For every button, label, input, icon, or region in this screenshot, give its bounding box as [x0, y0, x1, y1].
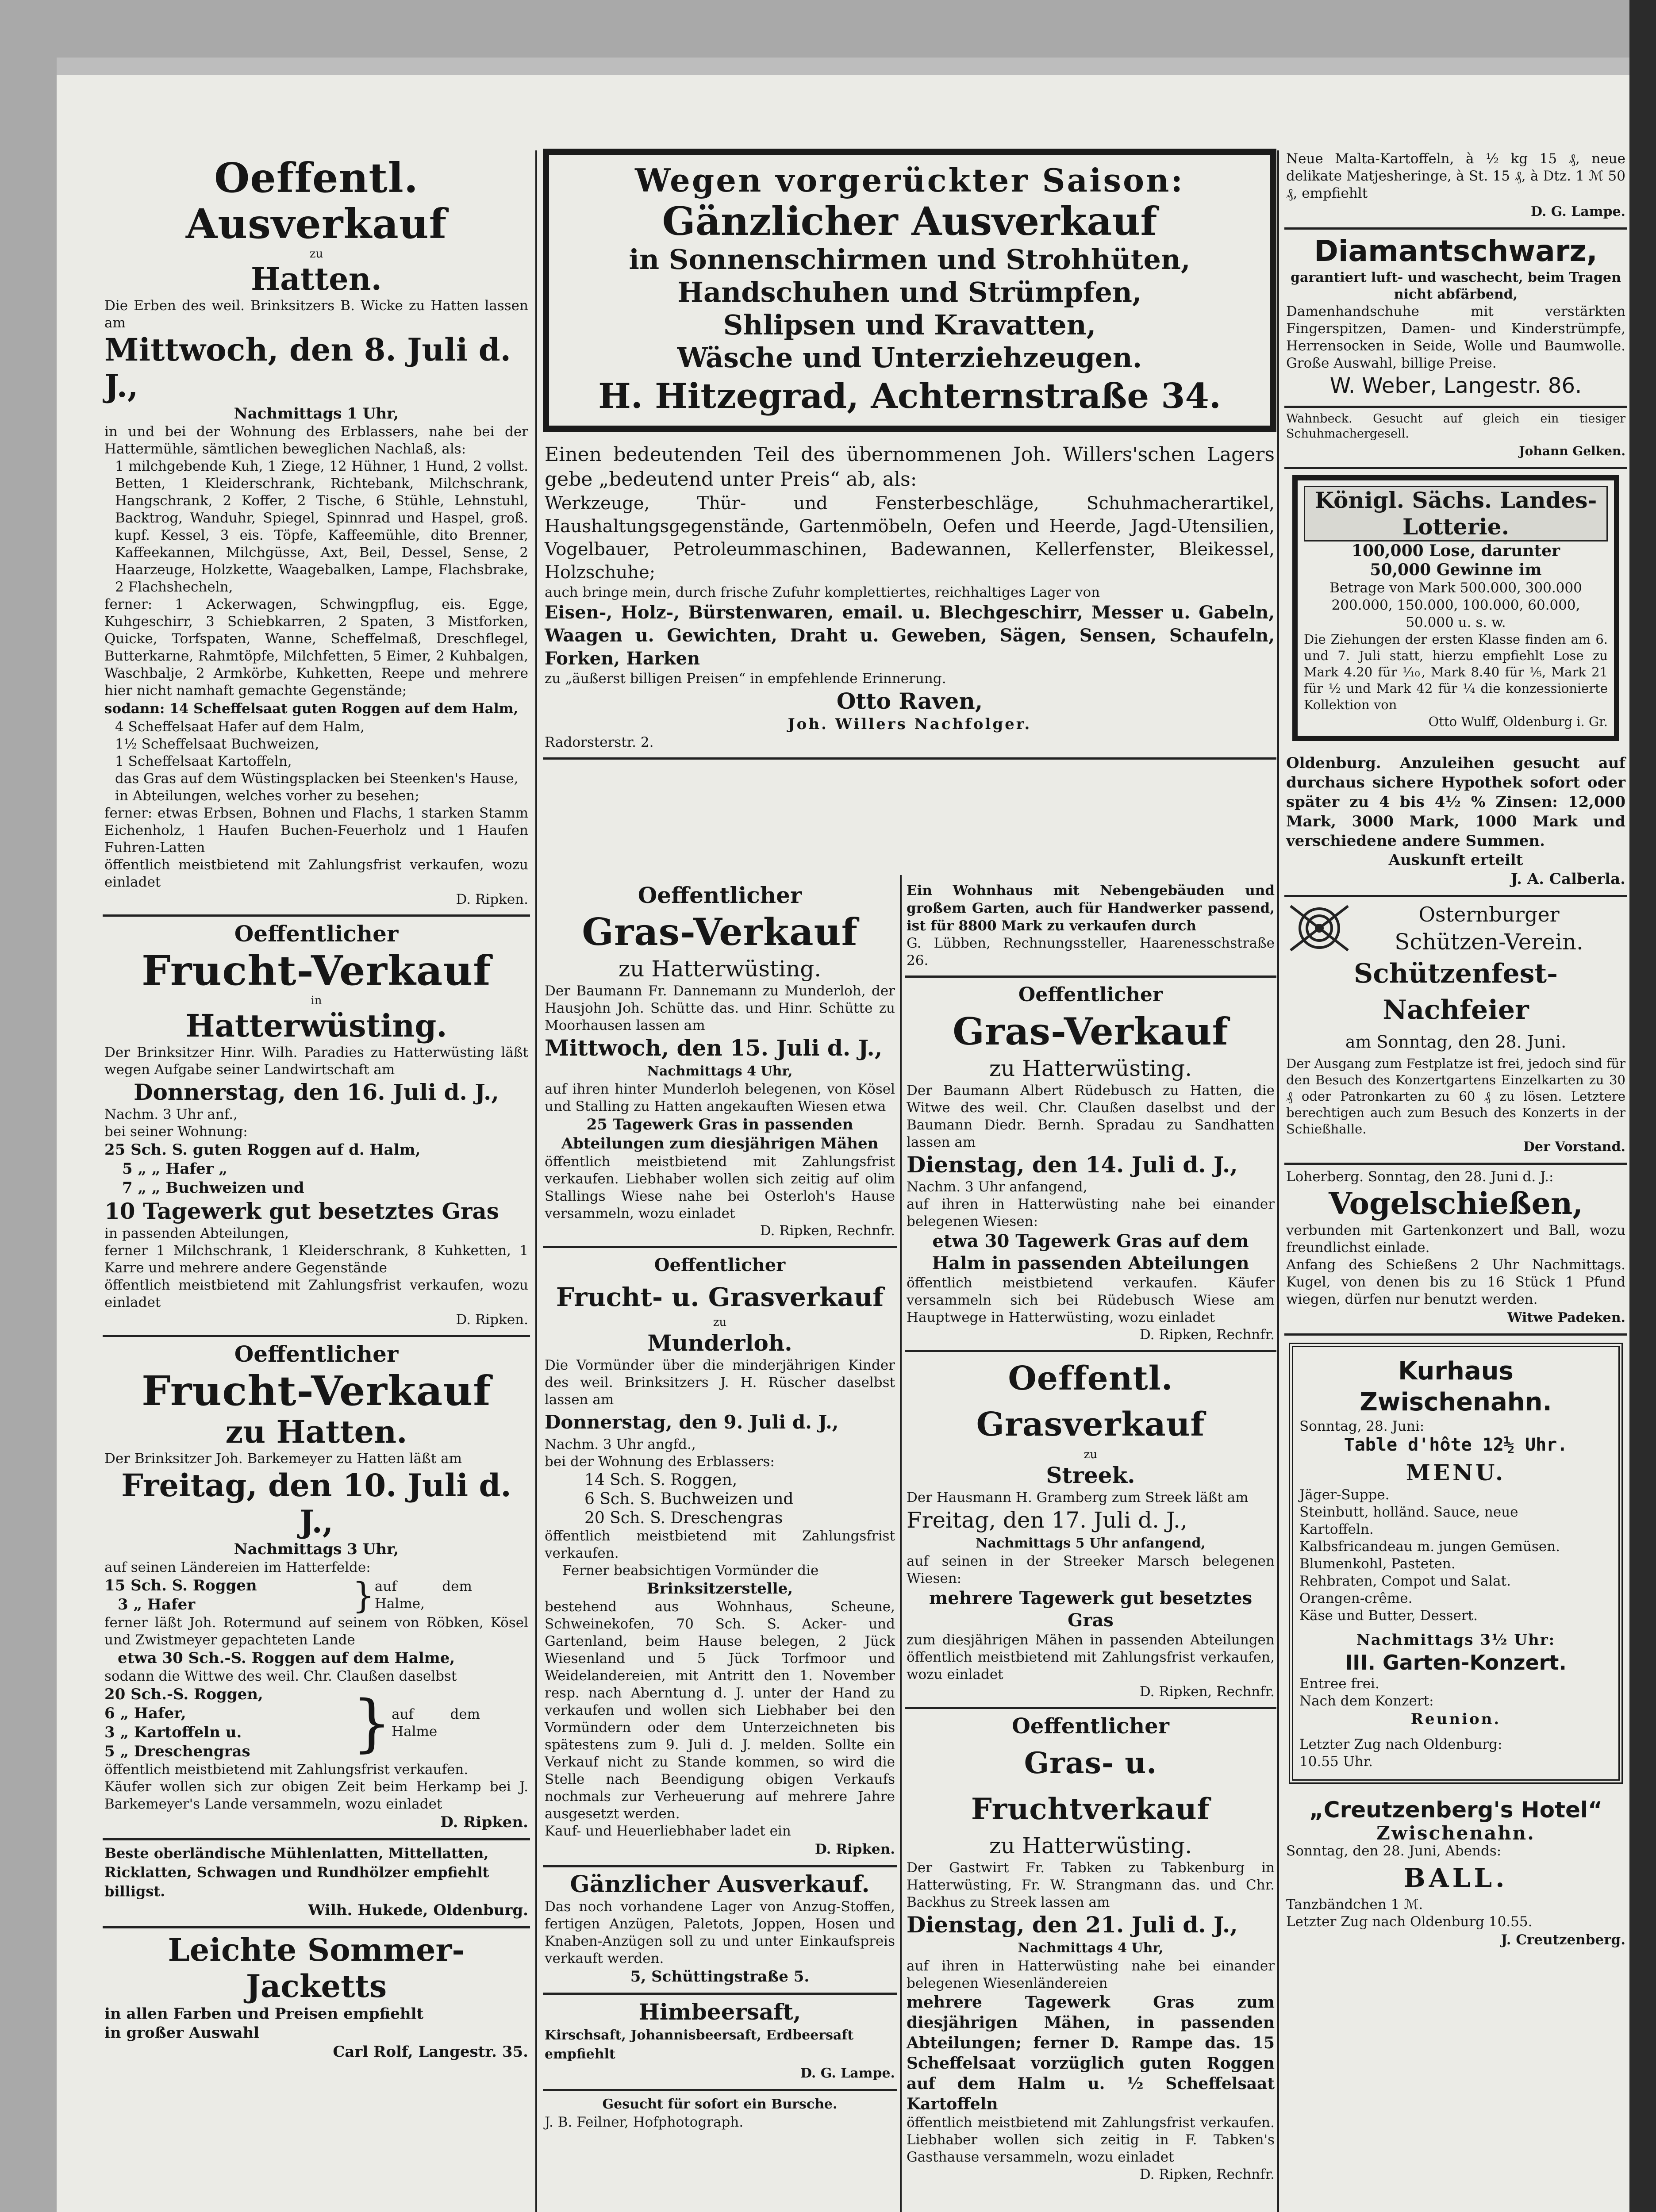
lottery-header: Königl. Sächs. Landes-Lotterie. — [1304, 486, 1608, 541]
ad-date: am Sonntag, den 28. Juni. — [1345, 1032, 1567, 1052]
ad-text: Der Gastwirt Fr. Tabken zu Tabkenburg in Hatterwüsting, Fr. W. Strangmann das. und Chr. Backhus zu Streek lassen am — [907, 1860, 1275, 1910]
column-middle-top — [543, 71, 1276, 885]
ad-item: 25 Sch. S. guten Roggen auf d. Halm, — [104, 1141, 421, 1159]
ad-time: Nachmittags 4 Uhr, — [647, 1064, 793, 1079]
ad-text: ferner: etwas Erbsen, Bohnen und Flachs, 1 starken Stamm Eichenholz, 1 Haufen Buchen-Feuerholz und 1 Haufen Fuhren-Latten — [104, 805, 528, 856]
ad-text: in passenden Abteilungen, — [104, 1225, 289, 1241]
ad-items — [104, 1685, 352, 1761]
ad-text: in und bei der Wohnung des Erblassers, nahe bei der Hattermühle, sämtlichen beweglichen Nachlaß, als: — [104, 424, 528, 457]
ad-anleihe-oldenburg — [1284, 750, 1627, 897]
ad-pretitle: Schützen-Verein. — [1395, 929, 1583, 955]
ad-text: Anfang des Schießens 2 Uhr Nachmittags. Kugel, von denen bis zu 16 Stück 1 Pfund wiegen, dürfen nur benutzt werden. — [1286, 1257, 1625, 1307]
ad-date: Freitag, den 10. Juli d. J., — [121, 1467, 511, 1540]
ad-box-title: Gänzlicher Ausverkauf — [662, 198, 1157, 244]
ad-text: öffentlich meistbietend mit Zahlungsfrist verkaufen, wozu einladet — [104, 1277, 528, 1310]
ad-gras-fruchtverkauf-hatterwuesting — [905, 1709, 1276, 2189]
ad-item: 3 „ Kartoffeln u. — [104, 1724, 242, 1741]
ad-highlight: Reunion. — [1410, 1710, 1501, 1728]
ad-frucht-verkauf-hatten — [103, 1337, 530, 1840]
ad-header-with-emblem — [1286, 901, 1625, 956]
ad-highlight: etwa 30 Tagewerk Gras auf dem Halm in passenden Abteilungen — [932, 1231, 1249, 1274]
ad-text: zu — [1084, 1448, 1098, 1461]
ad-signature: D. Ripken, Rechnfr. — [1139, 2166, 1275, 2182]
ad-time: Nachmittags 5 Uhr anfangend, — [976, 1536, 1206, 1551]
ad-text: zu — [309, 247, 323, 261]
ad-text: zum diesjährigen Mähen in passenden Abteilungen öffentlich meistbietend mit Zahlungsfrist verkaufen, wozu einladet — [907, 1632, 1275, 1682]
ad-text: verbunden mit Gartenkonzert und Ball, wozu freundlichst einlade. — [1286, 1222, 1625, 1256]
ad-signature: D. Ripken, Rechnfr. — [760, 1223, 895, 1239]
ad-item: 15 Sch. S. Roggen — [104, 1577, 257, 1594]
ad-place: Munderloh. — [647, 1330, 792, 1356]
ad-signature: W. Weber, Langestr. 86. — [1329, 373, 1582, 398]
ad-highlight: 25 Tagewerk Gras in passenden Abteilungen zum diesjährigen Mähen — [561, 1116, 879, 1152]
ad-text: zu „äußerst billigen Preisen“ in empfehlende Erinnerung. — [545, 671, 946, 687]
ad-title: Gras-Verkauf — [953, 1010, 1229, 1053]
ad-date: Freitag, den 17. Juli d. J., — [907, 1507, 1187, 1533]
ad-date: Donnerstag, den 9. Juli d. J., — [545, 1411, 839, 1433]
ad-place: Zwischenahn. — [1376, 1822, 1535, 1844]
ad-item: 6 Sch. S. Buchweizen und — [584, 1490, 794, 1508]
ad-box-line: Wegen vorgerückter Saison: — [635, 161, 1184, 199]
ad-text: ferner 1 Milchschrank, 1 Kleiderschrank, 8 Kuhketten, 1 Karre und mehrere andere Gegenstände — [104, 1243, 528, 1276]
ad-text: Der Baumann Fr. Dannemann zu Munderloh, der Hausjohn Joh. Schütte das. und Hinr. Schütte zu Moorhausen lassen am — [545, 983, 895, 1033]
shooting-target-icon — [1286, 902, 1352, 955]
ad-time: Nachmittags 1 Uhr, — [234, 405, 399, 422]
ad-signature: D. G. Lampe. — [1530, 204, 1625, 219]
ad-text: Die Ziehungen der ersten Klasse finden am 6. und 7. Juli statt, hierzu empfiehlt Lose zu Mark 4.20 für ⅒, Mark 8.40 für ⅕, Mark 21 für ½ und Mark 42 für ¼ die konzessionierte Kollektion von — [1304, 632, 1608, 712]
ad-pretitle: Oeffentlicher — [234, 921, 399, 947]
ad-date: Dienstag, den 14. Juli d. J., — [907, 1152, 1238, 1178]
ad-title: Oeffentl. Ausverkauf — [185, 154, 447, 248]
ad-himbeersaft — [543, 1995, 897, 2091]
ad-title: Gras- u. Fruchtverkauf — [971, 1746, 1210, 1826]
ad-text: sodann: 14 Scheffelsaat guten Roggen auf dem Halm, — [104, 701, 519, 717]
menu-item: Käse und Butter, Dessert. — [1299, 1608, 1478, 1624]
ad-signature-sub: Joh. Willers Nachfolger. — [788, 715, 1032, 733]
column-rule — [535, 150, 537, 2212]
ad-item: 20 Sch.-S. Roggen, — [104, 1686, 263, 1703]
ad-text: Kirschsaft, Johannisbeersaft, Erdbeersaft empfiehlt — [545, 2028, 854, 2062]
ad-text: öffentlich meistbietend mit Zahlungsfrist verkaufen. — [545, 1528, 895, 1561]
ad-text: 1 milchgebende Kuh, 1 Ziege, 12 Hühner, 1 Hund, 2 vollst. Betten, 1 Kleiderschrank, Richtebank, Milchschrank, Hangschrank, 2 Koffer, 2 Tische, 6 Stühle, Lehnstuhl, Backtrog, Wanduhr, Spiegel, Spinnrad und Haspel, groß. kupf. Kessel, 3 eis. Töpfe, Kaffeemühle, dito Brenner, Kaffeekannen, Milchgüsse, Axt, Beil, Dessel, Sense, 2 Haarzeuge, Holzkette, Waagebalken, Lampe, Flachsbrake, 2 Flachshecheln, — [115, 458, 528, 595]
ad-signature: J. A. Calberla. — [1510, 870, 1625, 888]
ad-pretitle: Oeffentlicher — [1018, 983, 1163, 1006]
ad-braced-list — [104, 1576, 528, 1614]
menu-list — [1299, 1486, 1612, 1624]
ad-header-text — [1352, 901, 1625, 956]
ad-signature: J. B. Feilner, Hofphotograph. — [545, 2114, 744, 2130]
ad-place: Hatten. — [251, 261, 382, 297]
ad-text: auf ihren in Hatterwüsting nahe bei einander belegenen Wiesenländereien — [907, 1958, 1275, 1991]
list-item: das Gras auf dem Wüstingsplacken bei Steenken's Hause, in Abteilungen, welches vorher zu besehen; — [115, 771, 519, 804]
list-item: 4 Scheffelsaat Hafer auf dem Halm, — [115, 719, 365, 735]
ad-title: Vogelschießen, — [1329, 1186, 1583, 1221]
ad-pretitle: Oeffentlicher — [1012, 1714, 1169, 1739]
menu-heading: MENU. — [1406, 1459, 1506, 1486]
ad-text: öffentlich meistbietend mit Zahlungsfrist verkaufen. Liebhaber wollen sich zeitig auf olim Stallings Wiese nahe bei Osterloh's Hause versammeln, wozu einladet — [545, 1154, 895, 1221]
ad-text: öffentlich meistbietend mit Zahlungsfrist verkaufen, wozu einladet — [104, 857, 528, 890]
ad-diamantschwarz — [1284, 230, 1627, 408]
ad-text: Oldenburg. Anzuleihen gesucht auf durchaus sichere Hypothek sofort oder später zu 4 bis 4½ % Zinsen: 12,000 Mark, 3000 Mark, 1000 Mark und verschiedene andere Summen. — [1286, 754, 1625, 850]
ad-text: garantiert luft- und waschecht, beim Tragen nicht abfärbend, — [1291, 270, 1621, 302]
ad-title: Schützenfest-Nachfeier — [1353, 958, 1558, 1025]
brace-glyph: } — [352, 1687, 392, 1759]
ad-box-haenzlicher-ausverkauf — [543, 149, 1276, 432]
ad-text: Käufer wollen sich zur obigen Zeit beim Herkamp bei J. Barkemeyer's Lande versammeln, wozu einladet — [104, 1779, 528, 1812]
ad-address: Radorsterstr. 2. — [545, 734, 654, 750]
ad-signature: J. Creutzenberg. — [1501, 1932, 1625, 1948]
ad-text: öffentlich meistbietend verkaufen. Käufer versammeln sich bei Rüdebusch Wiese am Hauptwege in Hatterwüsting, wozu einladet — [907, 1275, 1275, 1325]
ad-item: etwa 30 Sch.-S. Roggen auf dem Halme, — [118, 1649, 455, 1667]
column-right — [1284, 71, 1627, 2212]
ad-title: Frucht-Verkauf — [142, 1367, 491, 1415]
ad-text: Sonntag, 28. Juni: — [1299, 1418, 1425, 1434]
ad-pretitle: Oeffentlicher — [654, 1255, 786, 1275]
ad-text: Betrage von Mark 500.000, 300.000 — [1329, 580, 1582, 596]
menu-item: Rehbraten, Compot und Salat. — [1299, 1573, 1511, 1589]
ad-title: „Creutzenberg's Hotel“ — [1309, 1797, 1602, 1823]
ad-text: Nach dem Konzert: — [1299, 1693, 1434, 1709]
brace-glyph: } — [352, 1575, 375, 1616]
menu-item: Orangen-crême. — [1299, 1590, 1413, 1606]
ad-text: auf ihren hinter Munderloh belegenen, von Kösel und Stalling zu Hatten angekauften Wiesen etwa — [545, 1081, 895, 1114]
ad-title: Gänzlicher Ausverkauf. — [570, 1871, 870, 1898]
ad-text: Wahnbeck. Gesucht auf gleich ein tiesiger Schuhmachergesell. — [1286, 412, 1625, 441]
ad-text: zu — [713, 1316, 727, 1329]
ad-text: öffentlich meistbietend mit Zahlungsfrist verkaufen. Liebhaber wollen sich zeitig in F. Tabken's Gasthause versammeln, wozu einladet — [907, 2115, 1275, 2165]
ad-signature: Der Vorstand. — [1523, 1139, 1625, 1155]
ad-signature: Carl Rolf, Langestr. 35. — [333, 2043, 528, 2061]
ad-text: Die Erben des weil. Brinksitzers B. Wicke zu Hatten lassen am — [104, 298, 528, 331]
ad-box-signature: H. Hitzegrad, Achternstraße 34. — [598, 376, 1221, 416]
ad-text: Der Baumann Albert Rüdebusch zu Hatten, die Witwe des weil. Chr. Claußen daselbst und der Baumann Diedr. Bernh. Spradau zu Sandhatten lassen am — [907, 1083, 1275, 1150]
ad-schuetzen-verein — [1284, 897, 1627, 1165]
list-item: 1 Scheffelsaat Kartoffeln, — [115, 753, 292, 769]
ad-box-line: in Sonnenschirmen und Strohhüten, — [629, 243, 1191, 276]
ad-place: zu Hatterwüsting. — [989, 1056, 1192, 1081]
column-rule — [1277, 150, 1279, 2212]
menu-item: Steinbutt, holländ. Sauce, neue — [1299, 1504, 1518, 1520]
ad-pretitle: Osternburger — [1418, 902, 1560, 926]
ad-text: ferner: 1 Ackerwagen, Schwingpflug, eis. Egge, Kuhgeschirr, 3 Schiebkarren, 2 Spaten, 3 Mistforken, Quicke, Torfspaten, Wanne, Scheffelmaß, Dreschflegel, Butterkarne, Rahmtöpfe, Milchfetten, 5 Eimer, 2 Kuhbalgen, Waschbalje, 2 Armkörbe, Kuhketten, Reepe und mehrere hier nicht namhaft gemachte Gegenstände; — [104, 596, 528, 699]
ad-malta-kartoffeln — [1284, 71, 1627, 230]
ad-pretitle: Oeffentlicher — [638, 882, 802, 908]
ad-text: Einen bedeutenden Teil des übernommenen Joh. Willers'schen Lagers gebe „bedeutend unter Preis“ ab, als: — [545, 443, 1275, 491]
ad-text: sodann die Wittwe des weil. Chr. Claußen daselbst — [104, 1668, 457, 1684]
ad-text: auf seinen Ländereien im Hatterfelde: — [104, 1559, 371, 1575]
ad-text: Auskunft erteilt — [1388, 851, 1523, 869]
ad-signature: Otto Raven, — [836, 688, 983, 714]
ad-text: Ein Wohnhaus mit Nebengebäuden und großem Garten, auch für Handwerker passend, ist für 8800 Mark zu verkaufen durch — [907, 883, 1275, 934]
ad-signature: D. Ripken. — [456, 891, 528, 907]
ad-highlight: Brinksitzerstelle, — [646, 1580, 793, 1598]
ad-signature: D. Ripken, Rechnfr. — [1139, 1327, 1275, 1343]
ad-text: Kauf- und Heuerliebhaber ladet ein — [545, 1823, 791, 1839]
ad-text: auf seinen in der Streeker Marsch belegenen Wiesen: — [907, 1553, 1275, 1586]
ad-box-line: Shlipsen und Kravatten, — [723, 309, 1096, 341]
ad-text: Ferner beabsichtigen Vormünder die — [562, 1563, 819, 1578]
ad-text: Der Brinksitzer Joh. Barkemeyer zu Hatten läßt am — [104, 1451, 462, 1467]
ad-signature: D. Ripken. — [456, 1312, 528, 1328]
ad-date: Mittwoch, den 8. Juli d. J., — [104, 331, 511, 404]
ad-title: Kurhaus Zwischenahn. — [1360, 1357, 1552, 1417]
list-item: 1½ Scheffelsaat Buchweizen, — [115, 736, 319, 752]
ad-time: Nachmittags 4 Uhr, — [1018, 1940, 1164, 1956]
ad-grasverkauf-streek — [905, 1352, 1276, 1709]
ad-item: 5 „ „ Hafer „ — [122, 1160, 227, 1178]
column-rule — [900, 875, 902, 2212]
ad-text: auch bringe mein, durch frische Zufuhr komplettiertes, reichhaltiges Lager von — [545, 584, 1100, 600]
ad-item: 7 „ „ Buchweizen und — [122, 1179, 304, 1197]
column-left — [103, 71, 530, 2212]
ad-date: Dienstag, den 21. Juli d. J., — [907, 1912, 1238, 1938]
ad-gaenzlicher-ausverkauf-schuettingstrasse — [543, 1867, 897, 1995]
menu-item: Kartoffeln. — [1299, 1521, 1374, 1537]
ad-title: Himbeersaft, — [638, 1999, 801, 2025]
ad-otto-raven — [543, 439, 1276, 760]
ad-signature: D. Ripken, Rechnfr. — [1139, 1684, 1275, 1700]
ad-text: Eisen-, Holz-, Bürstenwaren, email. u. Blechgeschirr, Messer u. Gabeln, Waagen u. Gewichten, Draht u. Geweben, Sägen, Sensen, Schaufeln, Forken, Harken — [545, 602, 1275, 669]
ad-item: 20 Sch. S. Dreschengras — [584, 1509, 783, 1527]
ad-text: 10.55 Uhr. — [1299, 1754, 1373, 1770]
ad-bursche-gesucht — [543, 2091, 897, 2137]
ad-text: ferner läßt Joh. Rotermund auf seinem von Röbken, Kösel und Zwistmeyer gepachteten Lande — [104, 1615, 528, 1648]
ad-item: 10 Tagewerk gut besetztes Gras — [104, 1198, 499, 1224]
ad-items — [104, 1576, 352, 1614]
ad-signature: Witwe Padeken. — [1507, 1310, 1625, 1325]
ad-text: auf dem Halme, — [374, 1578, 472, 1612]
ad-landes-lotterie — [1292, 475, 1619, 741]
ad-signature: G. Lübben, Rechnungssteller, Haarenesschstraße 26. — [907, 935, 1275, 968]
ad-creutzenbergs-hotel — [1284, 1793, 1627, 1956]
ad-time: Nachm. 3 Uhr anfangend, — [907, 1179, 1087, 1195]
ad-text: Letzter Zug nach Oldenburg 10.55. — [1286, 1914, 1533, 1930]
ad-highlight: BALL. — [1403, 1863, 1508, 1893]
ad-signature: D. G. Lampe. — [800, 2066, 895, 2081]
ad-item: 6 „ Hafer, — [104, 1705, 186, 1722]
ad-place: zu Hatten. — [225, 1413, 407, 1450]
ad-item: 5 „ Dreschengras — [104, 1743, 250, 1760]
ad-place: zu Hatterwüsting. — [618, 956, 822, 982]
ad-place: Streek. — [1046, 1462, 1135, 1488]
ad-text: Tanzbändchen 1 ℳ. — [1286, 1897, 1423, 1912]
ad-title: Diamantschwarz, — [1314, 234, 1598, 268]
ad-place: zu Hatterwüsting. — [989, 1833, 1192, 1859]
ad-text: 200.000, 150.000, 100.000, 60.000, — [1331, 597, 1580, 613]
ad-highlight: III. Garten-Konzert. — [1345, 1651, 1567, 1674]
ad-time: Nachm. 3 Uhr angfd., — [545, 1436, 696, 1452]
ad-text: 100,000 Lose, darunter — [1351, 541, 1560, 560]
ad-gras-verkauf-munderloh — [543, 878, 897, 1248]
ad-text: bei der Wohnung des Erblassers: — [545, 1454, 775, 1470]
ad-title: Gras-Verkauf — [582, 910, 858, 954]
spacer — [543, 71, 1276, 146]
ad-wohnhaus — [905, 878, 1276, 978]
ad-pretitle: Oeffentlicher — [234, 1341, 399, 1367]
ad-frucht-grasverkauf-munderloh — [543, 1248, 897, 1867]
ad-sommer-jacketts — [103, 1928, 530, 2068]
ad-text: in allen Farben und Preisen empfiehlt — [104, 2005, 424, 2023]
ad-signature: D. Ripken. — [440, 1813, 528, 1831]
ad-text: Beste oberländische Mühlenlatten, Mittellatten, Ricklatten, Schwagen und Rundhölzer empfiehlt billigst. — [104, 1845, 489, 1900]
ad-text: Sonntag, den 28. Juni, Abends: — [1286, 1843, 1502, 1859]
ad-text: Nachmittags 3½ Uhr: — [1356, 1631, 1556, 1649]
column-middle-left — [543, 878, 897, 2212]
page-binding-edge — [1629, 0, 1656, 2212]
ad-place: Hatterwüsting. — [185, 1007, 447, 1044]
ad-gras-verkauf-hatterwuesting — [905, 978, 1276, 1352]
ad-signature: Wilh. Hukede, Oldenburg. — [308, 1901, 528, 1919]
column-middle-right — [905, 878, 1276, 2212]
ad-title: Frucht-Verkauf — [142, 947, 491, 995]
ad-time: Nachm. 3 Uhr anf., — [104, 1106, 238, 1122]
ad-signature: Otto Wulff, Oldenburg i. Gr. — [1428, 714, 1608, 729]
ad-frucht-verkauf-hatterwuesting — [103, 917, 530, 1337]
ad-item: 14 Sch. S. Roggen, — [584, 1471, 738, 1489]
ad-signature: D. Ripken. — [815, 1841, 895, 1857]
ad-text: 50.000 u. s. w. — [1406, 614, 1506, 630]
ad-text: auf dem Halme — [392, 1706, 480, 1740]
ad-ausverkauf-hatten — [103, 71, 530, 917]
ad-box-line: Wäsche und Unterziehzeugen. — [677, 342, 1142, 374]
ad-text: bestehend aus Wohnhaus, Scheune, Schweinekofen, 70 Sch. S. Acker- und Gartenland, beim Hause belegen, 2 Jück Wiesenland und 5 Jück Torfmoor und Weidelandereien, mit Antritt den 1. November resp. nach Aberntung d. J. unter der Hand zu verkaufen und wollen sich Liebhaber bei den Vormündern oder dem Unterzeichneten bis spätestens zum 9. Juli d. J. melden. Sollte ein Verkauf nicht zu Stande kommen, so wird die Stelle nach Beendigung obigen Verkaufs nochmals zur Verheuerung auf mehrere Jahre ausgesetzt werden. — [545, 1599, 895, 1822]
ad-text: Neue Malta-Kartoffeln, à ½ kg 15 ₰, neue delikate Matjesheringe, à St. 15 ₰, à Dtz. 1 ℳ 50 ₰, empfiehlt — [1286, 151, 1625, 201]
ad-date: Mittwoch, den 15. Juli d. J., — [545, 1035, 883, 1061]
ad-text: 50,000 Gewinne im — [1370, 561, 1542, 579]
ad-list — [104, 718, 528, 805]
ad-muehlenlatten — [103, 1840, 530, 1928]
ad-text: Entree frei. — [1299, 1676, 1379, 1692]
ad-text: Das noch vorhandene Lager von Anzug-Stoffen, fertigen Anzügen, Paletots, Joppen, Hosen und Knaben-Anzügen soll zu und unter Einkaufspreis verkauft werden. — [545, 1899, 895, 1966]
ad-title: Oeffentl. Grasverkauf — [976, 1359, 1205, 1444]
ad-braced-list — [104, 1685, 528, 1761]
ad-signature: Johann Gelken. — [1519, 444, 1625, 458]
ad-text: Loherberg. Sonntag, den 28. Juni d. J.: — [1286, 1169, 1554, 1185]
ad-highlight: mehrere Tagewerk Gras zum diesjährigen Mähen, in passenden Abteilungen; ferner D. Rampe das. 15 Scheffelsaat vorzüglich guten Roggen auf dem Halm u. ½ Scheffelsaat Kartoffeln — [907, 1993, 1275, 2113]
ad-text: Der Hausmann H. Gramberg zum Streek läßt am — [907, 1490, 1249, 1505]
ad-wahnbeck — [1284, 408, 1627, 469]
ad-text: Der Brinksitzer Hinr. Wilh. Paradies zu Hatterwüsting läßt wegen Aufgabe seiner Landwirtschaft am — [104, 1045, 528, 1078]
ad-text: bei seiner Wohnung: — [104, 1124, 248, 1140]
ad-text: auf ihren in Hatterwüsting nahe bei einander belegenen Wiesen: — [907, 1196, 1275, 1229]
ad-text: Werkzeuge, Thür- und Fensterbeschläge, Schuhmacherartikel, Haushaltungsgegenstände, Gartenmöbeln, Oefen und Heerde, Jagd-Utensilien, Vogelbauer, Petroleummaschinen, Badewannen, Kellerfenster, Bleikessel, Holzschuhe; — [545, 493, 1275, 583]
ad-text: Damenhandschuhe mit verstärkten Fingerspitzen, Damen- und Kinderstrümpfe, Herrensocken in Seide, Wolle und Baumwolle. Große Auswahl, billige Preise. — [1286, 303, 1625, 371]
ad-highlight: mehrere Tagewerk gut besetztes Gras — [929, 1588, 1253, 1631]
ad-title: Frucht- u. Grasverkauf — [556, 1282, 884, 1312]
ad-vogelschiessen — [1284, 1165, 1627, 1336]
menu-item: Jäger-Suppe. — [1299, 1487, 1390, 1503]
ad-text: in großer Auswahl — [104, 2024, 260, 2042]
ad-box-line: Handschuhen und Strümpfen, — [677, 276, 1142, 308]
ad-text: in — [311, 994, 322, 1007]
ad-date: Donnerstag, den 16. Juli d. J., — [134, 1079, 499, 1105]
ad-text: Der Ausgang zum Festplatze ist frei, jedoch sind für den Besuch des Konzertgartens Einzelkarten zu 30 ₰ oder Patronkarten zu 60 ₰ zu lösen. Letztere berechtigen auch zum Besuch des Konzerts in der Schießhalle. — [1286, 1056, 1625, 1137]
ad-text: Gesucht für sofort ein Bursche. — [602, 2097, 838, 2112]
ad-text: Table d'hôte 12½ Uhr. — [1344, 1435, 1568, 1455]
ad-kurhaus-zwischenahn — [1289, 1343, 1623, 1784]
menu-item: Kalbsfricandeau m. jungen Gemüsen. — [1299, 1539, 1560, 1555]
ad-text: öffentlich meistbietend mit Zahlungsfrist verkaufen. — [104, 1762, 469, 1778]
ad-time: Nachmittags 3 Uhr, — [234, 1540, 399, 1558]
ad-item: 3 „ Hafer — [118, 1596, 196, 1613]
ad-text: Letzter Zug nach Oldenburg: — [1299, 1736, 1502, 1752]
ad-title: Leichte Sommer-Jacketts — [168, 1932, 465, 2005]
ad-signature: 5, Schüttingstraße 5. — [630, 1968, 810, 1985]
menu-item: Blumenkohl, Pasteten. — [1299, 1556, 1456, 1572]
ad-text: Die Vormünder über die minderjährigen Kinder des weil. Brinksitzers J. H. Rüscher daselbst lassen am — [545, 1357, 895, 1408]
